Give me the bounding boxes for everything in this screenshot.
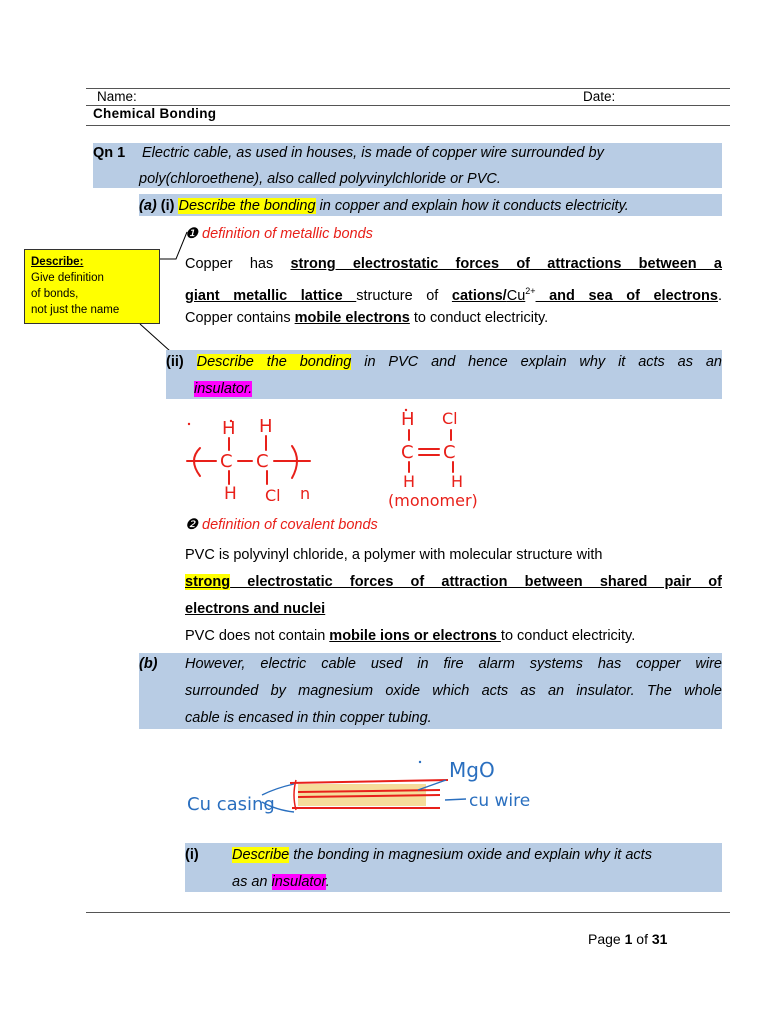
bi-line1 — [232, 842, 652, 869]
part-b-label: (b) — [139, 656, 158, 672]
bi-line2-a: as an — [232, 874, 272, 890]
svg-text:C: C — [256, 451, 269, 472]
aii-answer-line1: PVC is polyvinyl chloride, a polymer with molecular structure with — [185, 547, 603, 563]
aii-answer-line3: electrons and nuclei — [185, 601, 326, 617]
part-aii-label: (ii) — [166, 354, 184, 370]
page-title: Chemical Bonding — [93, 106, 217, 121]
polymer-h-top-right: H — [259, 416, 273, 437]
polymer-h-top-left: H — [222, 418, 236, 439]
note-number-1: ❶ — [185, 226, 198, 242]
monomer-h-bottom-left: H — [403, 472, 416, 491]
aii-prompt-line2 — [194, 376, 252, 403]
aii-describe-highlight: Describe the bonding — [196, 354, 352, 370]
aii-ans4-b: mobile ions or electrons — [329, 628, 501, 644]
aii-ans4-c: to conduct electricity. — [500, 628, 636, 644]
cu-wire-label: cu wire — [469, 791, 531, 811]
polymer-n: n — [300, 484, 311, 503]
ai-ans3-c: to conduct electricity. — [409, 310, 549, 326]
note-number-2: ❷ — [185, 517, 198, 533]
page-current: 1 — [624, 931, 633, 947]
polymer-cl: Cl — [265, 486, 281, 505]
b-line1: However, electric cable used in fire alarm systems has copper wire — [185, 656, 722, 672]
aii-ans2-a: strong — [185, 574, 231, 590]
monomer-cl: Cl — [442, 409, 458, 428]
aii-note-text: definition of covalent bonds — [198, 517, 378, 533]
ai-describe-highlight: Describe the bonding — [178, 198, 316, 214]
svg-text:C: C — [443, 442, 456, 463]
ai-ans2-f: . — [717, 287, 722, 304]
aii-answer-line2 — [185, 569, 722, 596]
polymer-h-bottom: H — [224, 484, 237, 504]
bi-line1-rest: the bonding in magnesium oxide and explain why it acts — [289, 847, 652, 863]
footer-rule — [86, 912, 730, 913]
ai-ans2-e: and sea of electrons — [535, 287, 718, 304]
b-line3: cable is encased in thin copper tubing. — [185, 710, 432, 726]
page-total: 31 — [651, 931, 668, 947]
callout-title: Describe: — [31, 256, 84, 268]
b-line2: surrounded by magnesium oxide which acts as an insulator. The whole — [185, 683, 722, 699]
aii-prompt-line1 — [166, 349, 722, 376]
ai-note-text: definition of metallic bonds — [198, 226, 373, 242]
page-prefix: Page — [588, 931, 625, 947]
aii-note — [185, 512, 378, 539]
cu-casing-label: Cu casing — [187, 794, 275, 815]
ai-ans2-d: Cu — [506, 287, 526, 304]
aii-prompt-rest: in PVC and hence explain why it acts as an — [351, 354, 722, 370]
part-a-label: (a) — [139, 198, 157, 214]
date-label: Date: — [583, 89, 616, 104]
callout-line: not just the name — [31, 304, 120, 316]
svg-text:C: C — [220, 451, 233, 472]
ai-prompt-rest: in copper and explain how it conducts electricity. — [315, 198, 629, 214]
bi-line2-c: . — [325, 874, 330, 890]
callout-line: Give definition — [31, 272, 104, 284]
q1-intro-line2: poly(chloroethene), also called polyvinylchloride or PVC. — [139, 171, 501, 187]
ai-ans1-b: strong electrostatic forces of attractions between a — [290, 256, 722, 272]
part-ai-label: (i) — [160, 198, 175, 214]
page-of: of — [632, 931, 652, 947]
svg-text:C: C — [401, 442, 414, 463]
mgo-label: MgO — [449, 758, 495, 782]
aii-ans2-b: electrostatic forces of attraction between shared pair of — [230, 574, 722, 590]
ai-ans2-c: cations/ — [451, 287, 507, 304]
q1-intro-line1: Electric cable, as used in houses, is made of copper wire surrounded by — [142, 145, 604, 161]
monomer-label: (monomer) — [388, 491, 478, 510]
ai-ans1-a: Copper has — [185, 256, 291, 272]
bi-describe-highlight: Describe — [232, 847, 290, 863]
aii-ans4-a: PVC does not contain — [185, 628, 330, 644]
name-label: Name: — [97, 89, 137, 104]
aii-insulator-highlight: insulator. — [194, 381, 253, 397]
callout-line: of bonds, — [31, 288, 79, 300]
ai-ans2-a: giant metallic lattice — [185, 287, 357, 304]
ai-ans2-b: structure of — [356, 287, 452, 304]
handwritten-structures — [0, 400, 768, 515]
bi-line2 — [232, 869, 330, 896]
monomer-h-top: H — [401, 409, 415, 430]
ai-ans3-a: Copper contains — [185, 310, 295, 326]
bi-insulator-highlight: insulator — [271, 874, 326, 890]
page-number — [588, 931, 667, 947]
cable-sketch — [0, 750, 768, 830]
monomer-h-bottom-right: H — [451, 472, 464, 491]
aii-answer-line4 — [185, 623, 635, 650]
part-bi-label: (i) — [185, 847, 199, 863]
ai-ans3-b: mobile electrons — [294, 310, 410, 326]
ai-ans2-sup: 2+ — [525, 286, 536, 296]
q1-number: Qn 1 — [93, 145, 126, 161]
